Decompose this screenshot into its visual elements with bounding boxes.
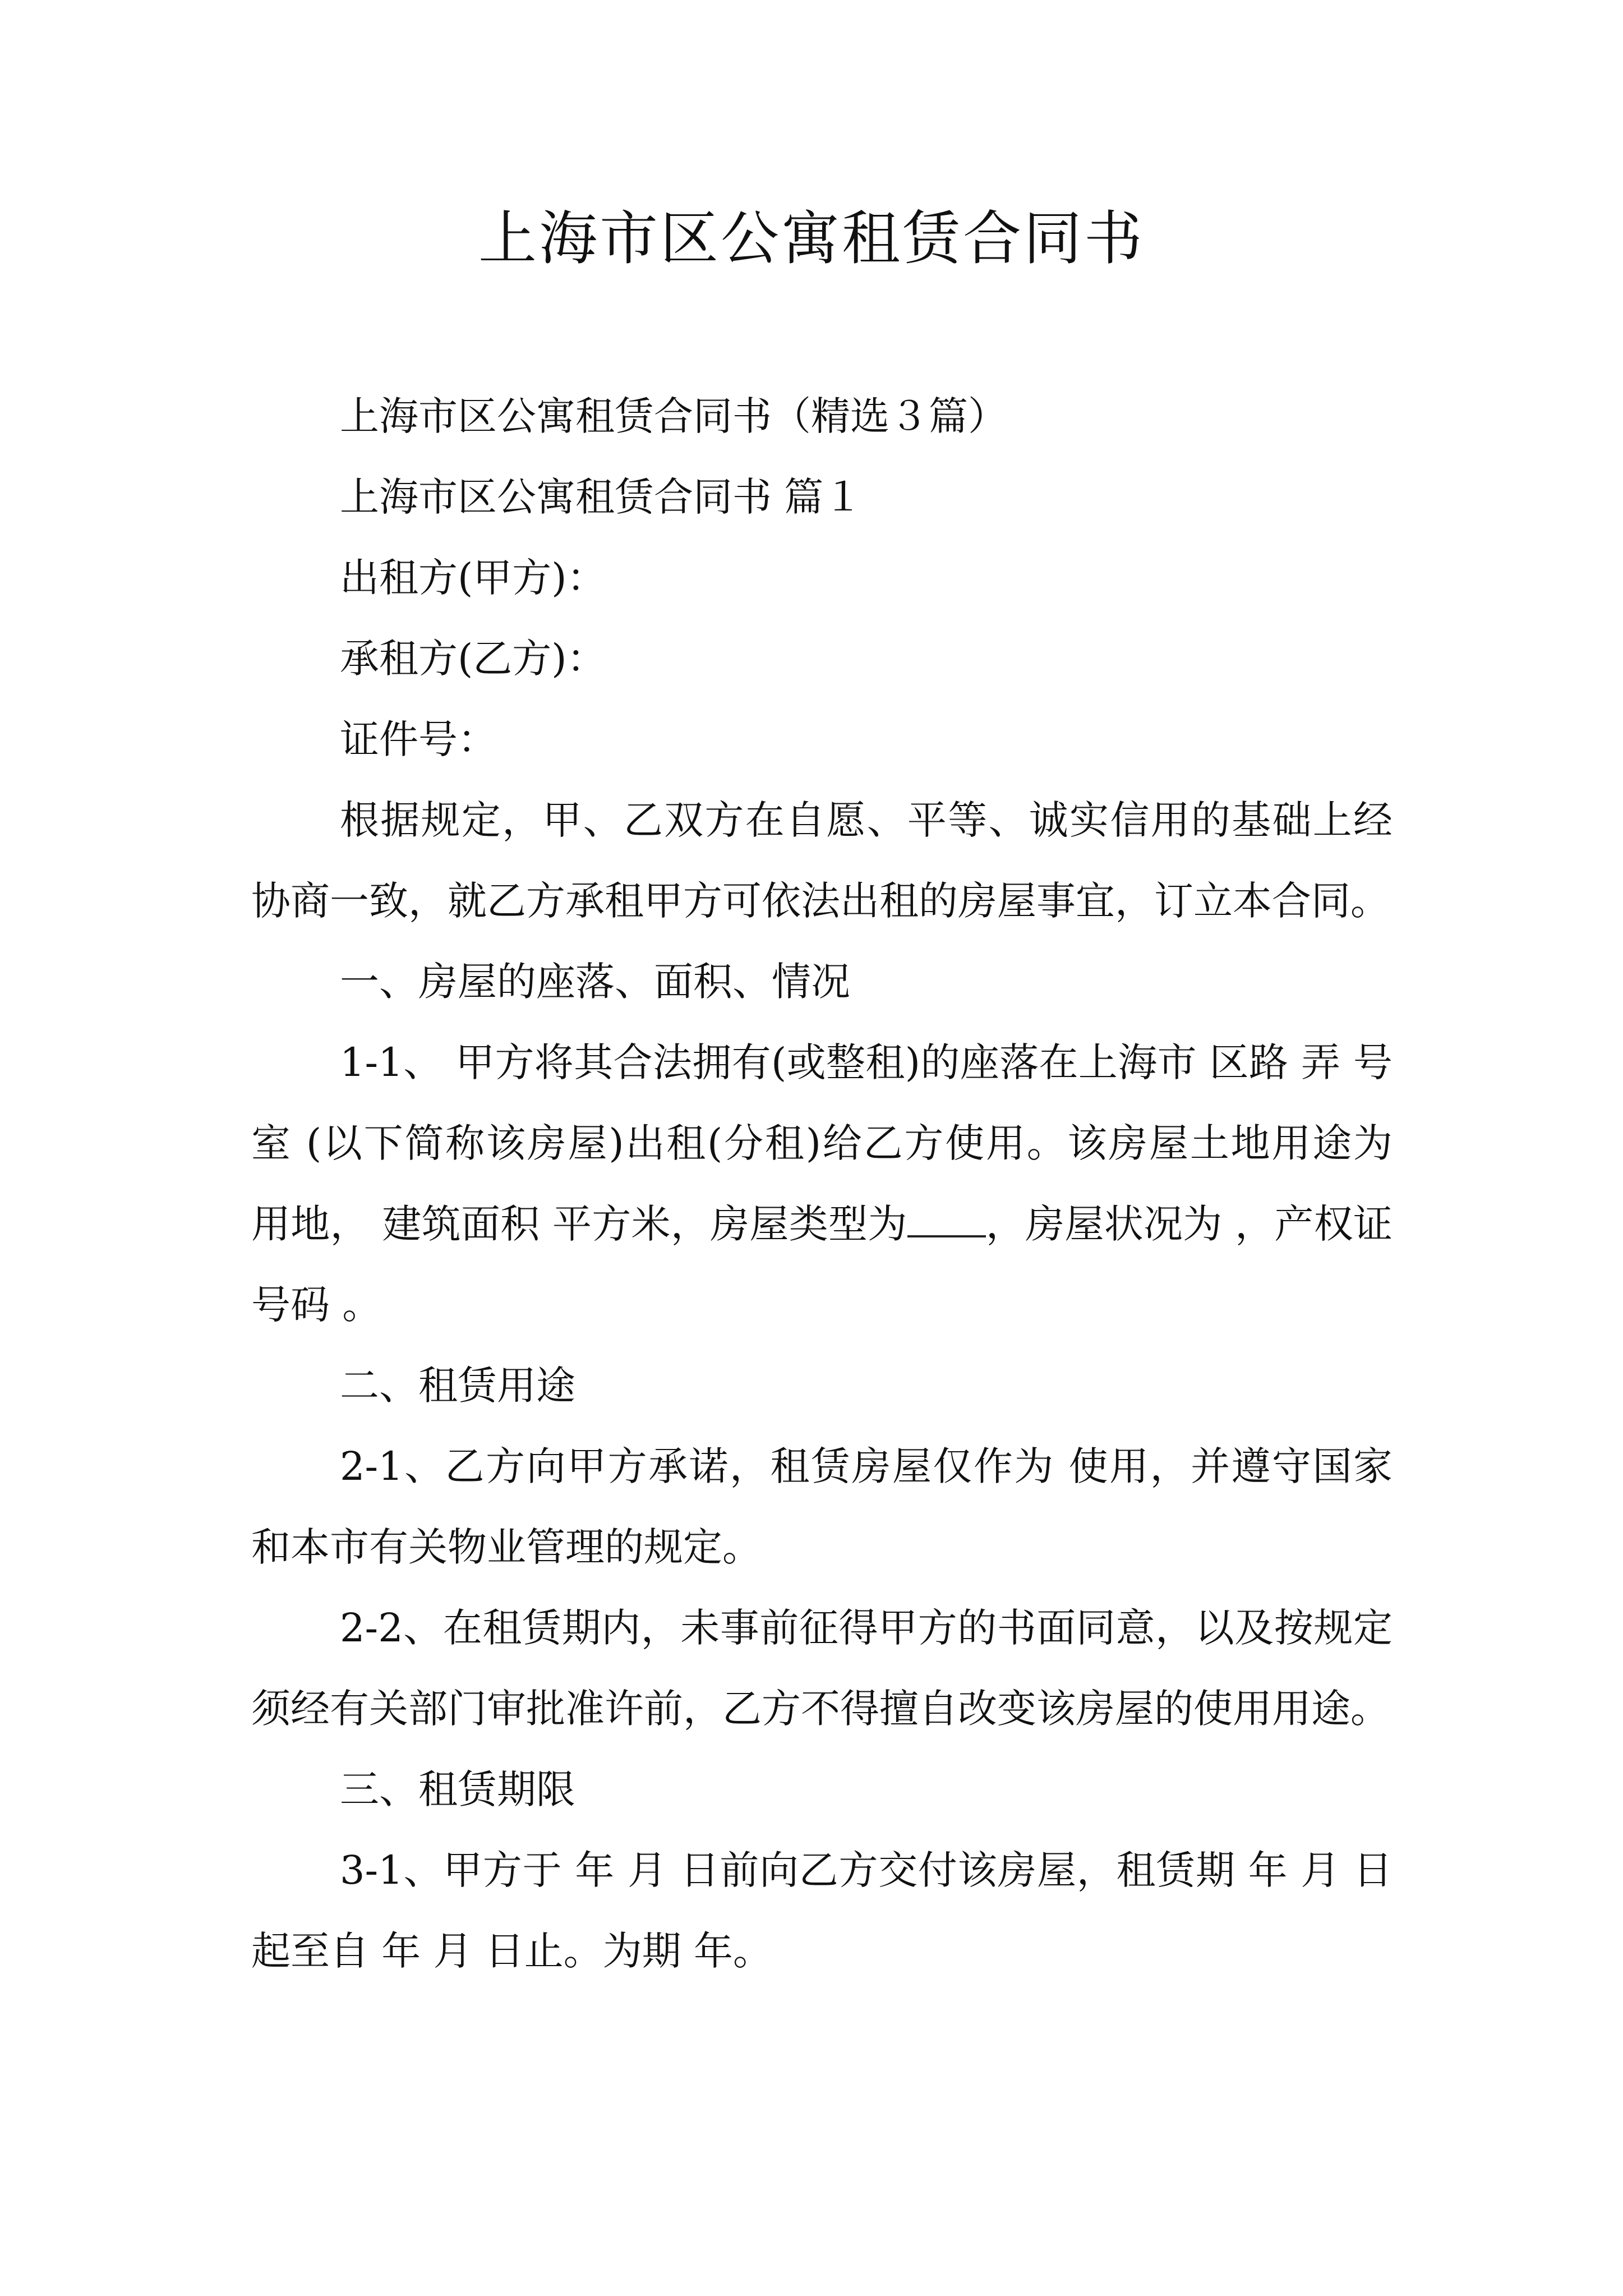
section-heading: 上海市区公寓租赁合同书 篇１ — [340, 474, 863, 520]
clause-3-1: 3-1、甲方于 年 月 日前向乙方交付该房屋，租赁期 年 月 日起至自 年 月 日止。为期 年。 — [251, 1847, 1393, 1974]
clause-1-1-text: 1-1、 甲方将其合法拥有(或整租)的座落在上海市 区路 弄 号 室 (以下简称该房屋)出租(分租)给乙方使用。该房屋土地用途为 用地， 建筑面积 平方米，房屋类型为 — [251, 1039, 1393, 1247]
intro-paragraph: 根据规定，甲、乙双方在自愿、平等、诚实信用的基础上经协商一致，就乙方承租甲方可依法出租的房屋事宜，订立本合同。 — [251, 797, 1393, 924]
clause-1-1 — [251, 1022, 1393, 1345]
id-number-line: 证件号： — [340, 716, 497, 762]
blank-underline — [947, 1200, 986, 1237]
document-body — [251, 376, 1393, 1991]
heading-1: 一、房屋的座落、面积、情况 — [340, 959, 850, 1005]
subtitle-line: 上海市区公寓租赁合同书（精选３篇） — [340, 393, 1007, 439]
heading-3: 三、租赁期限 — [340, 1766, 575, 1812]
clause-1-1-tail: ，房屋状况为 ，产权证号码 。 — [251, 1201, 1393, 1328]
lessee-line: 承租方(乙方)： — [340, 636, 606, 682]
clause-2-1: 2-1、乙方向甲方承诺，租赁房屋仅作为 使用，并遵守国家和本市有关物业管理的规定。 — [251, 1443, 1393, 1570]
heading-2: 二、租赁用途 — [340, 1363, 575, 1409]
clause-2-2: 2-2、在租赁期内，未事前征得甲方的书面同意，以及按规定须经有关部门审批准许前，乙方不得擅自改变该房屋的使用用途。 — [251, 1605, 1393, 1732]
document-title: 上海市区公寓租赁合同书 — [478, 204, 1145, 273]
lessor-line: 出租方(甲方)： — [340, 555, 606, 601]
blank-underline — [907, 1200, 947, 1237]
